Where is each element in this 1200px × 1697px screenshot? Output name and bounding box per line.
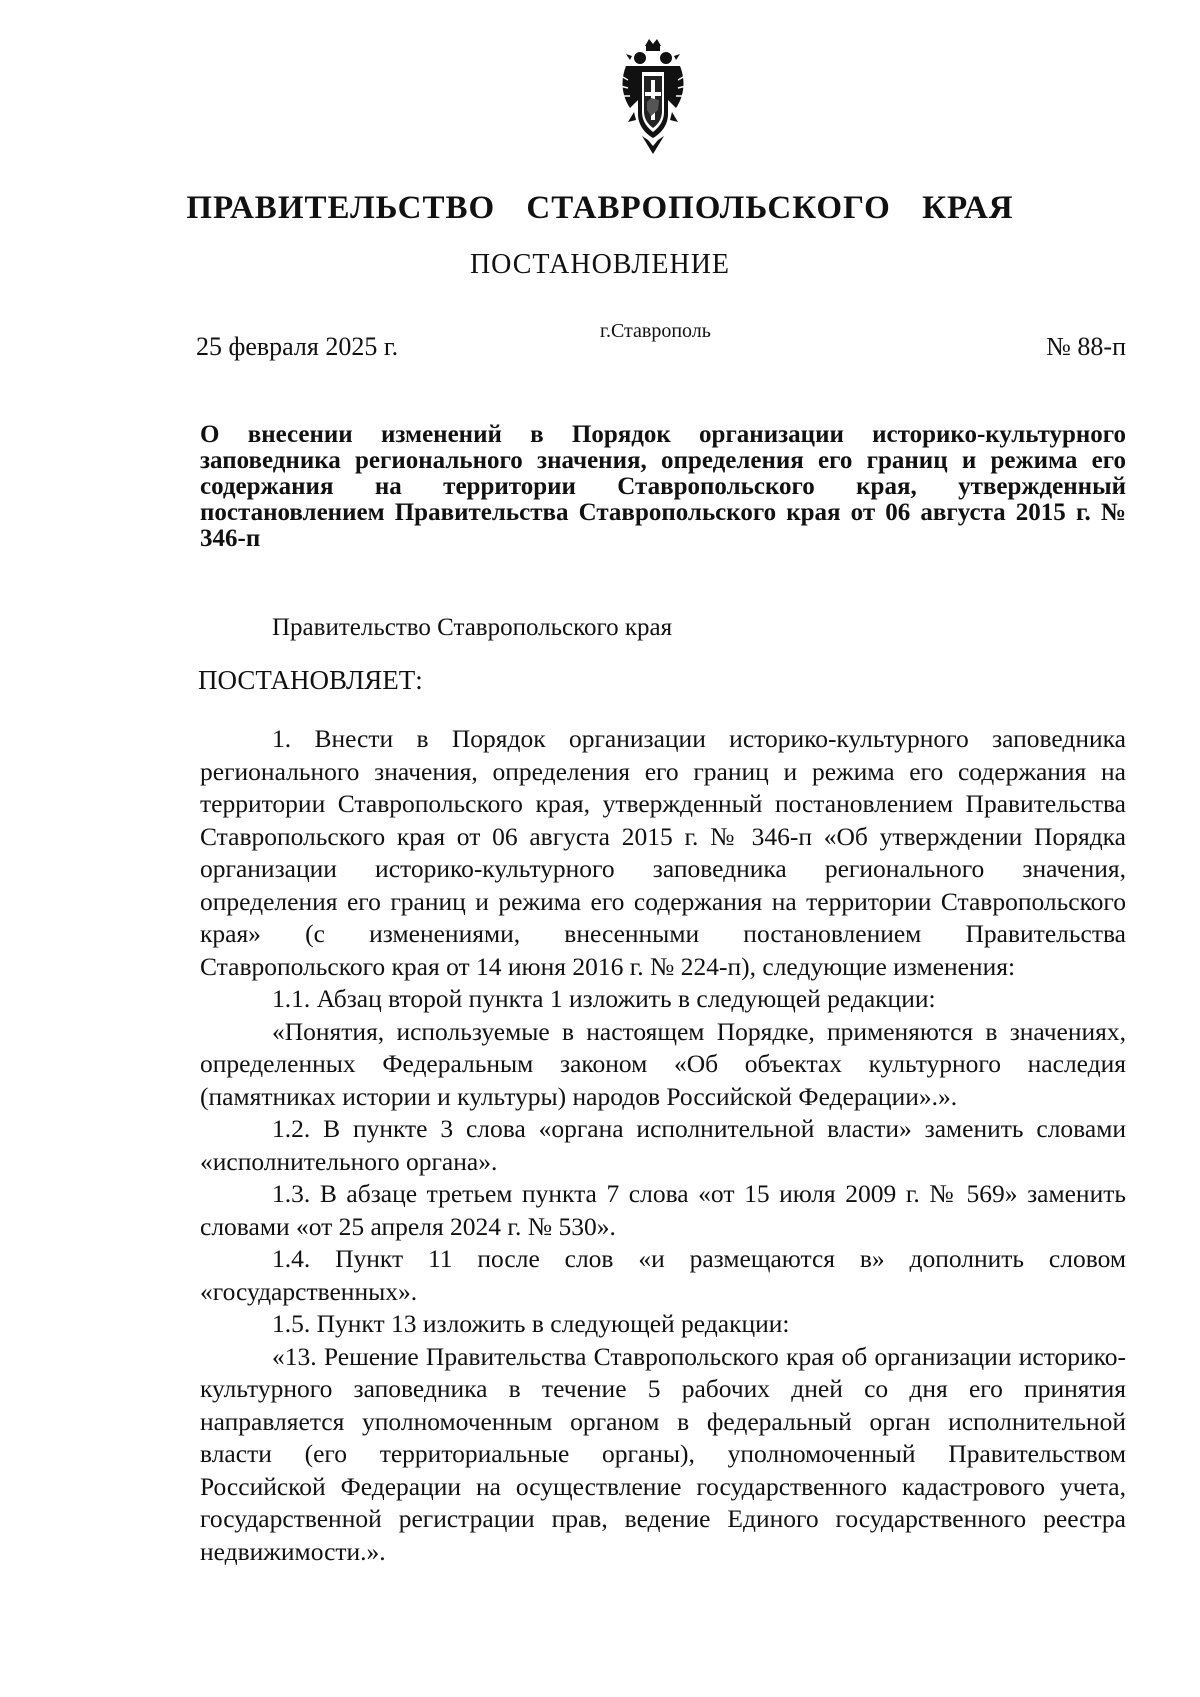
paragraph-1: 1. Внести в Порядок организации историко-культурного заповедника регионального значения, определения его границ и режима его содержания на территории Ставропольского края, утвержденный постановлением Правительства Ставропольского края от 06 августа 2015 г. № 346-п «Об утверждении Порядка организации историко-культурного заповедника регионального значения, определения его границ и режима его содержания на территории Ставропольского края» (с изменениями, внесенными постановлением Правительства Ставропольского края от 14 июня 2016 г. № 224-п), следующие изменения: (200, 724, 1126, 981)
paragraph-1-2: 1.2. В пункте 3 слова «органа исполнительной власти» заменить словами «исполнительного органа». (200, 1114, 1126, 1176)
paragraph-1-1: 1.1. Абзац второй пункта 1 изложить в следующей редакции: (272, 984, 936, 1013)
document-body (200, 723, 1126, 1568)
coat-of-arms-emblem (618, 36, 688, 156)
preamble: Правительство Ставропольского края (272, 614, 673, 641)
resolves-heading: ПОСТАНОВЛЯЕТ: (198, 665, 423, 695)
document-city: г.Ставрополь (600, 320, 711, 342)
paragraph-1-4: 1.4. Пункт 11 после слов «и размещаются в» дополнить словом «государственных». (200, 1244, 1126, 1306)
document-subject: О внесении изменений в Порядок организации историко-культурного заповедника регионального значения, определения его границ и режима его содержания на территории Ставропольского края, утвержденный постановлением Правительства Ставропольского края от 06 августа 2015 г. № 346-п (200, 421, 1126, 552)
paragraph-1-5: 1.5. Пункт 13 изложить в следующей редакции: (272, 1309, 790, 1338)
government-title: ПРАВИТЕЛЬСТВО СТАВРОПОЛЬСКОГО КРАЯ (186, 190, 1014, 226)
document-number: № 88-п (1046, 332, 1126, 361)
paragraph-1-3: 1.3. В абзаце третьем пункта 7 слова «от 15 июля 2009 г. № 569» заменить словами «от 25 апреля 2024 г. № 530». (200, 1179, 1126, 1241)
paragraph-1-1-quote: «Понятия, используемые в настоящем Порядке, применяются в значениях, определенных Федеральным законом «Об объектах культурного наследия (памятниках истории и культуры) народов Российской Федерации».». (200, 1016, 1126, 1111)
document-type: ПОСТАНОВЛЕНИЕ (469, 249, 731, 280)
paragraph-13-quote: «13. Решение Правительства Ставропольского края об организации историко-культурного заповедника в течение 5 рабочих дней со дня его принятия направляется уполномоченным органом в федеральный орган исполнительной власти (его территориальные органы), уполномоченный Правительством Российской Федерации на осуществление государственного кадастрового учета, государственной регистрации прав, ведение Единого государственного реестра недвижимости.». (200, 1341, 1126, 1566)
document-date: 25 февраля 2025 г. (196, 332, 399, 361)
